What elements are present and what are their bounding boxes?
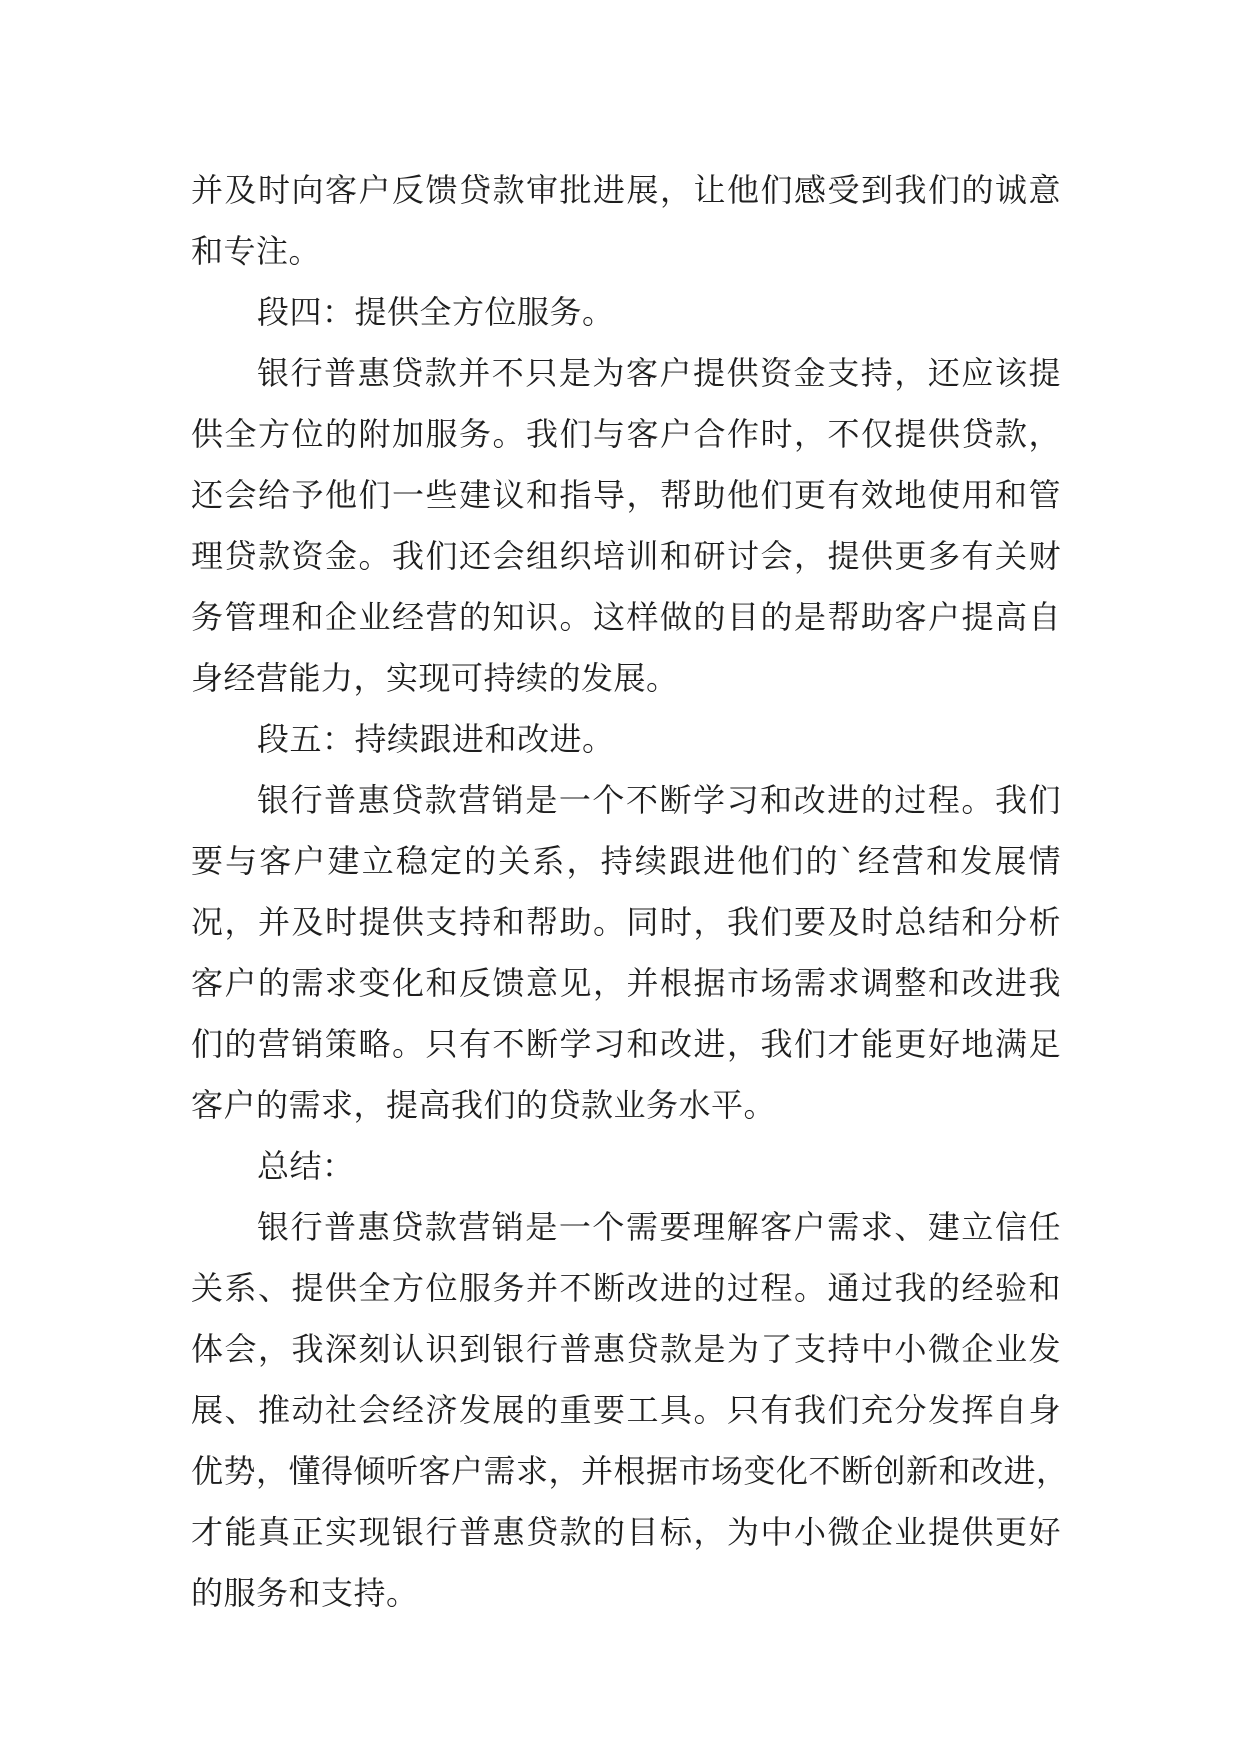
text-line: 客户的需求变化和反馈意见，并根据市场需求调整和改进我 — [191, 964, 1061, 1002]
document-body — [191, 160, 1069, 1624]
text-line: 并及时向客户反馈贷款审批进展，让他们感受到我们的诚意 — [191, 171, 1061, 209]
text-line: 还会给予他们一些建议和指导，帮助他们更有效地使用和管 — [191, 476, 1061, 514]
text-line: 才能真正实现银行普惠贷款的目标，为中小微企业提供更好 — [191, 1513, 1061, 1551]
text-line: 银行普惠贷款营销是一个需要理解客户需求、建立信任 — [257, 1208, 1061, 1246]
text-line: 体会，我深刻认识到银行普惠贷款是为了支持中小微企业发 — [191, 1330, 1061, 1368]
text-line: 理贷款资金。我们还会组织培训和研讨会，提供更多有关财 — [191, 537, 1061, 575]
text-line: 银行普惠贷款营销是一个不断学习和改进的过程。我们 — [257, 781, 1061, 819]
text-line: 务管理和企业经营的知识。这样做的目的是帮助客户提高自 — [191, 598, 1061, 636]
text-line: 要与客户建立稳定的关系，持续跟进他们的`经营和发展情 — [191, 842, 1061, 880]
text-line: 展、推动社会经济发展的重要工具。只有我们充分发挥自身 — [191, 1391, 1061, 1429]
text-line: 段四：提供全方位服务。 — [257, 293, 615, 331]
text-line: 们的营销策略。只有不断学习和改进，我们才能更好地满足 — [191, 1025, 1061, 1063]
text-line: 银行普惠贷款并不只是为客户提供资金支持，还应该提 — [257, 354, 1061, 392]
text-line: 的服务和支持。 — [191, 1574, 419, 1612]
text-line: 和专注。 — [191, 232, 322, 270]
text-line: 客户的需求，提高我们的贷款业务水平。 — [191, 1086, 777, 1124]
text-line: 优势，懂得倾听客户需求，并根据市场变化不断创新和改进， — [191, 1452, 1069, 1490]
text-line: 总结： — [257, 1147, 355, 1185]
text-line: 身经营能力，实现可持续的发展。 — [191, 659, 679, 697]
text-line: 况，并及时提供支持和帮助。同时，我们要及时总结和分析 — [191, 903, 1061, 941]
text-line: 关系、提供全方位服务并不断改进的过程。通过我的经验和 — [191, 1269, 1061, 1307]
text-line: 段五：持续跟进和改进。 — [257, 720, 615, 758]
text-line: 供全方位的附加服务。我们与客户合作时，不仅提供贷款， — [191, 415, 1061, 453]
